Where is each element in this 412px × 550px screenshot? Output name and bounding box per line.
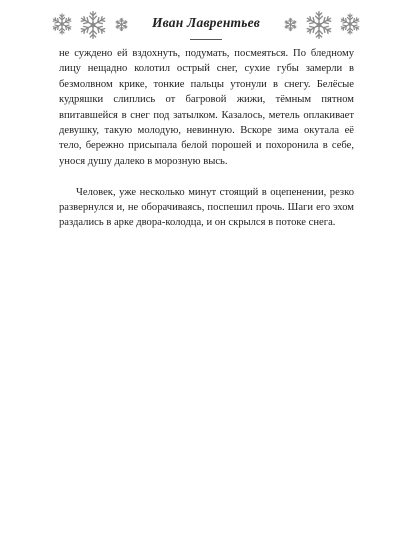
snowflake-icon xyxy=(303,9,335,41)
header-underline xyxy=(190,39,222,40)
running-header xyxy=(50,8,362,40)
paragraph: Человек, уже несколько минут стоящий в оцепенении, резко развернулся и, не оборачиваясь, поспешил прочь. Шаги его эхом раздались в арке двора-колодца, и он скрылся в потоке снега. xyxy=(59,186,354,229)
snowflake-icon xyxy=(283,17,298,32)
page-text xyxy=(59,46,354,231)
paragraph: не суждено ей вздохнуть, подумать, посмеяться. По бледному лицу нещадно колотил острый снег, сухие губы замерли в безмолвном крике, тонкие пальцы утонули в снегу. Белёсые кудряшки слиплись от багровой жижи, тёмным пятном впитавшейся в снег под затылком. Казалось, метель оплакивает девушку, такую молодую, невинную. Вскоре зима окутала её тело, бережно присыпала белой порошей и похоронила в себе, унося душу далеко в морозную высь. xyxy=(59,48,354,167)
author-name: Иван Лаврентьев xyxy=(151,15,261,30)
snowflake-icon xyxy=(338,12,362,36)
